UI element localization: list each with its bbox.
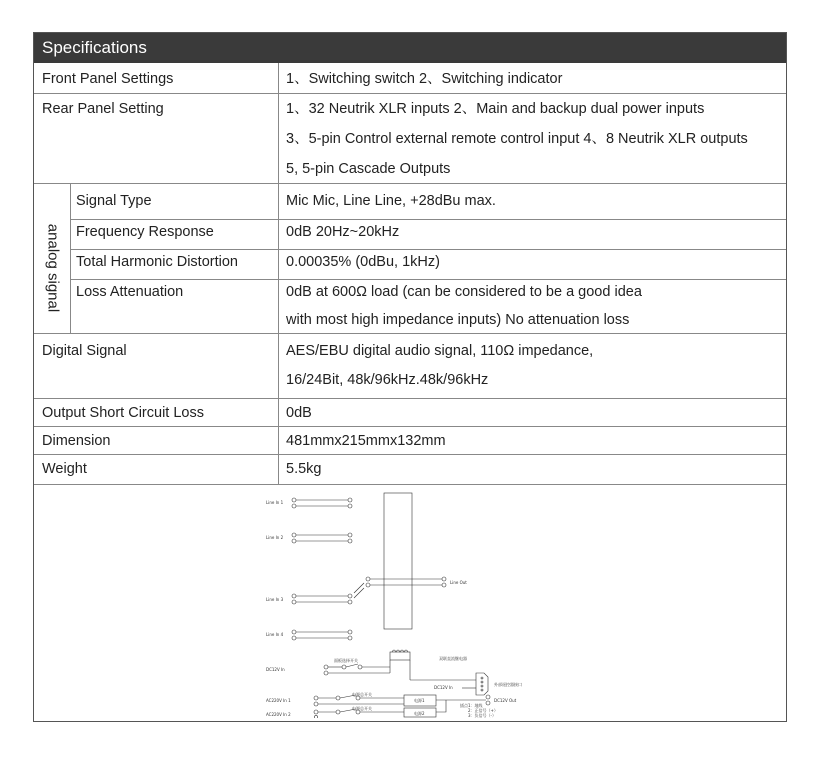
digital-signal-line: AES/EBU digital audio signal, 110Ω impedance, (286, 343, 594, 359)
loss-attenuation-label: Loss Attenuation (76, 284, 184, 300)
analog-signal-text: analog signal (44, 223, 62, 313)
weight-value: 5.5kg (286, 461, 322, 477)
row-divider (34, 333, 786, 334)
row-divider (34, 454, 786, 455)
dimension-value: 481mmx215mmx132mm (286, 433, 446, 449)
line-in-1-label: Line In 1 (266, 500, 284, 505)
signal-type-label: Signal Type (76, 193, 152, 209)
line-in-2-label: Line In 2 (266, 535, 284, 540)
row-divider (34, 93, 786, 94)
wiring-diagram (264, 488, 554, 718)
pin-note-2: 2：正信号（+） (468, 708, 498, 713)
line-in-4-connector (292, 630, 352, 640)
thd-value: 0.00035% (0dBu, 1kHz) (286, 254, 440, 270)
rear-panel-line: 5, 5-pin Cascade Outputs (286, 161, 451, 177)
row-divider (34, 183, 786, 184)
remote-port-label: 外部遥控器接口 (494, 682, 522, 687)
psu-1-label: 电源1 (414, 698, 425, 703)
thd-label: Total Harmonic Distortion (76, 254, 238, 270)
column-divider (278, 63, 279, 484)
weight-label: Weight (42, 461, 87, 477)
frequency-response-value: 0dB 20Hz~20kHz (286, 224, 400, 240)
pin-note-3: 3：负信号（-） (468, 713, 496, 718)
row-divider (70, 219, 786, 220)
dimension-label: Dimension (42, 433, 111, 449)
dc-out-terminal (486, 695, 490, 699)
frequency-response-label: Frequency Response (76, 224, 214, 240)
dc12v-in-2-label: DC12V In (434, 685, 453, 690)
short-circuit-value: 0dB (286, 405, 312, 421)
power-input-2 (314, 709, 404, 718)
front-panel-value: 1、Switching switch 2、Switching indicator (286, 71, 563, 87)
front-panel-label: Front Panel Settings (42, 71, 174, 87)
line-in-4-label: Line In 4 (266, 632, 284, 637)
power-switch-1-label: 电源总开关 (352, 692, 372, 697)
digital-signal-line: 16/24Bit, 48k/96kHz.48k/96kHz (286, 372, 489, 388)
loss-attenuation-line: 0dB at 600Ω load (can be considered to be a good idea (286, 284, 642, 300)
signal-type-value: Mic Mic, Line Line, +28dBu max. (286, 193, 496, 209)
ac-in-1-label: AC220V In 1 (266, 698, 291, 703)
pin-note-1: 插点1：地线 (460, 703, 483, 708)
rear-panel-line: 3、5-pin Control external remote control input 4、8 Neutrik XLR outputs (286, 131, 748, 147)
power-switch-2-label: 电源总开关 (352, 706, 372, 711)
short-circuit-label: Output Short Circuit Loss (42, 405, 204, 421)
line-in-1-connector (292, 498, 352, 508)
analog-signal-group-label (36, 205, 70, 331)
spec-table (33, 32, 787, 722)
relay-body (390, 652, 410, 660)
psu-2-label: 电源2 (414, 711, 425, 716)
line-in-3-label: Line In 3 (266, 597, 284, 602)
column-divider (70, 183, 71, 333)
psu-2-output-wire (436, 700, 446, 712)
loss-attenuation-line: with most high impedance inputs) No attenuation loss (286, 312, 630, 328)
row-divider (70, 249, 786, 250)
remote-port-connector (476, 673, 488, 695)
panel-switch (324, 660, 476, 680)
row-divider (34, 398, 786, 399)
digital-signal-label: Digital Signal (42, 343, 127, 359)
switch-box (384, 493, 412, 629)
dc12v-out-label: DC12V Out (494, 698, 517, 703)
dc12v-in-label: DC12V In (266, 667, 285, 672)
spec-title: Specifications (42, 38, 147, 57)
line-in-3-connector (292, 594, 352, 604)
panel-switch-label: 面板选择开关 (334, 658, 358, 663)
rear-panel-line: 1、32 Neutrik XLR inputs 2、Main and backup dual power inputs (286, 101, 705, 117)
rear-panel-label: Rear Panel Setting (42, 101, 164, 117)
row-divider (34, 484, 786, 485)
row-divider (70, 279, 786, 280)
spec-header (34, 33, 786, 63)
dc-out-terminal (486, 701, 490, 705)
line-in-2-connector (292, 533, 352, 543)
row-divider (34, 426, 786, 427)
ac-in-2-label: AC220V In 2 (266, 712, 291, 717)
relay-label: 双联直流继电器 (439, 656, 467, 661)
line-out-switch (354, 577, 446, 598)
line-out-label: Line Out (450, 580, 467, 585)
